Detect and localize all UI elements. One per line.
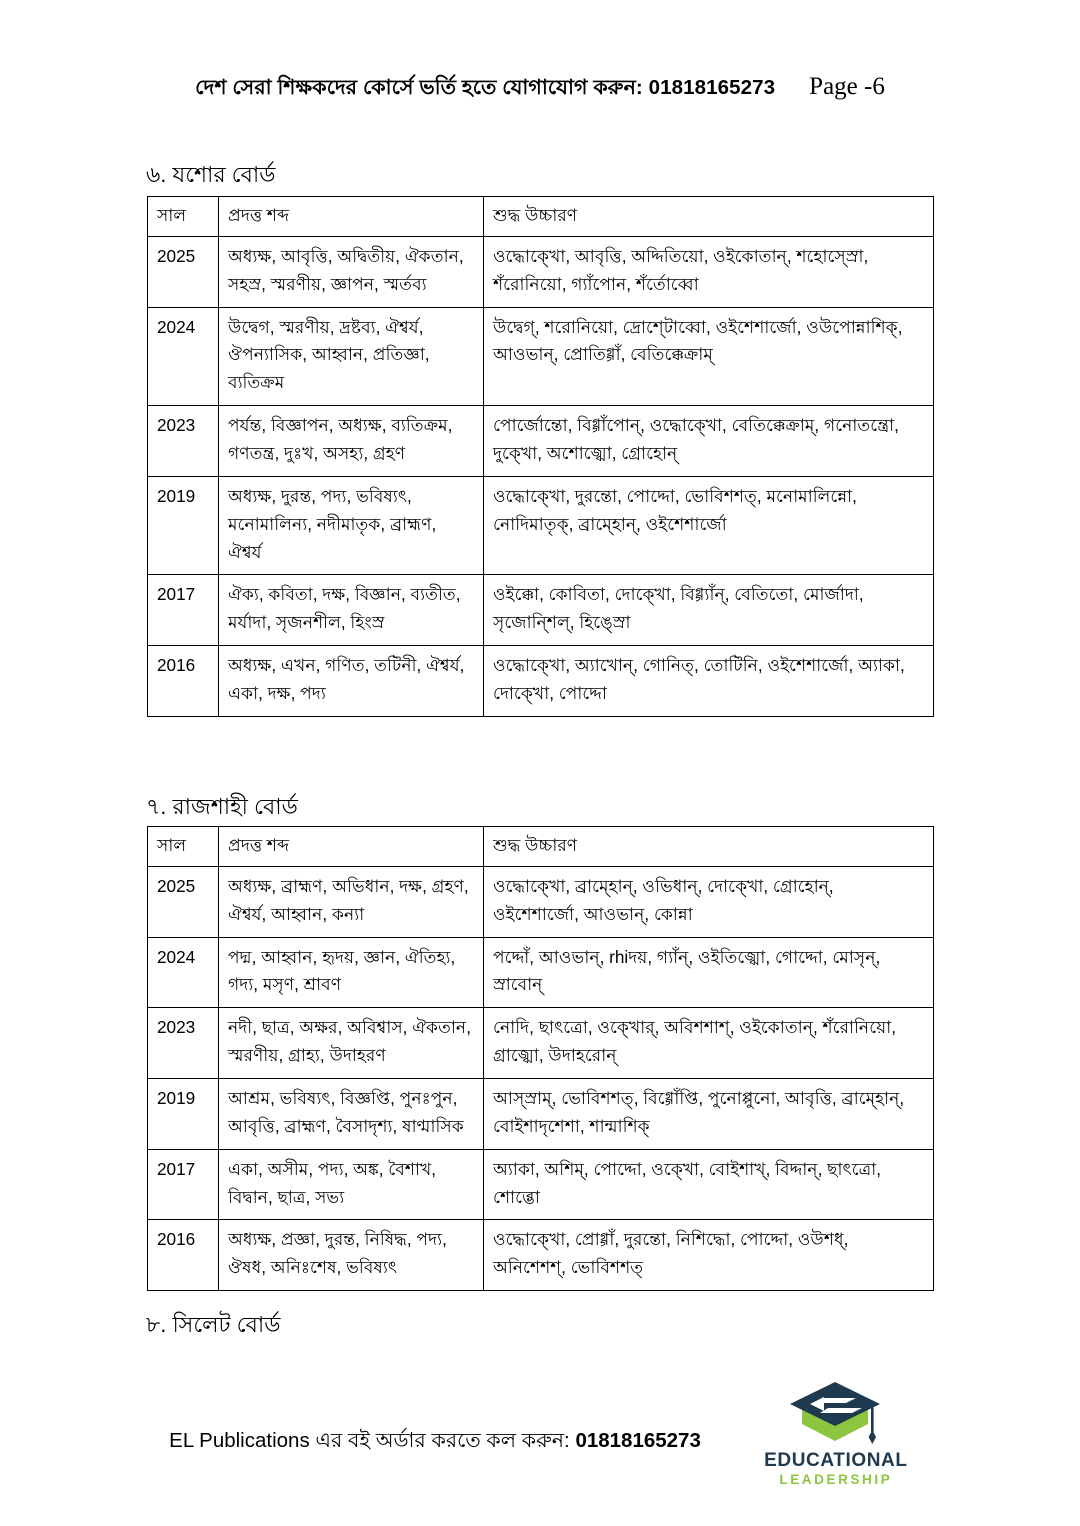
table-header-row (148, 197, 934, 237)
cell-word: অধ্যক্ষ, ব্রাহ্মণ, অভিধান, দক্ষ, গ্রহণ, ঐশ্বর্য, আহ্বান, কন্যা (219, 866, 484, 937)
table-row (148, 1220, 934, 1291)
cell-pronunciation: ওদ্ধোক্খো, ব্রাম্হোন্, ওভিধান্, দোক্খো, গ্রোহোন্, ওইশেশার্জো, আওভান্, কোন্না (484, 866, 934, 937)
cell-pronunciation: নোদি, ছাৎত্রো, ওক্খোর্, অবিশশাশ্, ওইকোতান্, শঁরোনিয়ো, গ্রাজ্ঝো, উদাহরোন্ (484, 1008, 934, 1079)
el-publications-logo (761, 1380, 911, 1488)
cell-word: উদ্বেগ, স্মরণীয়, দ্রষ্টব্য, ঐশ্বর্য, ঔপন্যাসিক, আহ্বান, প্রতিজ্ঞা, ব্যতিক্রম (219, 307, 484, 406)
table-rajshahi-board (147, 826, 934, 1291)
cell-pronunciation: পোর্জোন্তো, বিগ্গাঁপোন্, ওদ্ধোক্খো, বেতিক্কেক্রাম্, গনোতন্ত্রো, দুক্খো, অশোজ্ঝো, গ্রোহোন্ (484, 406, 934, 477)
page-footer (0, 1396, 1080, 1488)
cell-word: নদী, ছাত্র, অক্ষর, অবিশ্বাস, ঐকতান, স্মরণীয়, গ্রাহ্য, উদাহরণ (219, 1008, 484, 1079)
cell-word: অধ্যক্ষ, দুরন্ত, পদ্য, ভবিষ্যৎ, মনোমালিন্য, নদীমাতৃক, ব্রাহ্মণ, ঐশ্বর্য (219, 476, 484, 575)
column-header-pronunciation: শুদ্ধ উচ্চারণ (484, 827, 934, 867)
table-row (148, 575, 934, 646)
cell-year: 2024 (148, 937, 219, 1008)
page-number-label: Page -6 (809, 73, 885, 100)
cell-pronunciation: উদ্বেগ্, শরোনিয়ো, দ্রোশ্টোব্বো, ওইশেশার্জো, ওউপোন্নাশিক্, আওভান্, প্রোতিগ্গাঁ, বেতিক্কেক্রাম্ (484, 307, 934, 406)
header-contact-text: দেশ সেরা শিক্ষকদের কোর্সে ভর্তি হতে যোগাযোগ করুন: 01818165273 (195, 76, 776, 99)
page-header (0, 72, 1080, 106)
cell-word: অধ্যক্ষ, এখন, গণিত, তটিনী, ঐশ্বর্য, একা, দক্ষ, পদ্য (219, 646, 484, 717)
cell-year: 2017 (148, 575, 219, 646)
cell-pronunciation: ওদ্ধোক্খো, অ্যাখোন্, গোনিত্, তোটিনি, ওইশেশার্জো, অ্যাকা, দোক্খো, পোদ্দো (484, 646, 934, 717)
table-row (148, 1008, 934, 1079)
table-row (148, 646, 934, 717)
cell-pronunciation: পদ্দোঁ, আওভান্, rhiদয়, গ্যাঁন্, ওইতিজ্ঝো, গোদ্দো, মোসৃন্, স্রাবোন্ (484, 937, 934, 1008)
cell-year: 2024 (148, 307, 219, 406)
cell-word: আশ্রম, ভবিষ্যৎ, বিজ্ঞপ্তি, পুনঃপুন, আবৃত্তি, ব্রাহ্মণ, বৈসাদৃশ্য, ষাণ্মাসিক (219, 1079, 484, 1150)
footer-order-line (169, 1425, 701, 1459)
table-row (148, 406, 934, 477)
cell-pronunciation: ওইক্কো, কোবিতা, দোক্খো, বিগ্গ্যাঁন্, বেতিতো, মোর্জাদা, সৃজোন্শিল্, হিঙ্স্রো (484, 575, 934, 646)
cell-word: অধ্যক্ষ, প্রজ্ঞা, দুরন্ত, নিষিদ্ধ, পদ্য, ঔষধ, অনিঃশেষ, ভবিষ্যৎ (219, 1220, 484, 1291)
cell-pronunciation: আস্স্রাম্, ভোবিশশত্, বিগ্গোঁপ্তি, পুনোপ্পুনো, আবৃত্তি, ব্রাম্হোন্, বোইশাদৃশেশা, শান্মাশিক্ (484, 1079, 934, 1150)
cell-year: 2025 (148, 866, 219, 937)
footer-order-label: EL Publications এর বই অর্ডার করতে কল করুন: (169, 1429, 570, 1453)
cell-word: পদ্ম, আহ্বান, হৃদয়, জ্ঞান, ঐতিহ্য, গদ্য, মসৃণ, শ্রাবণ (219, 937, 484, 1008)
section-heading-sylhet: ৮. সিলেট বোর্ড (146, 1312, 281, 1337)
table-row (148, 307, 934, 406)
cell-year: 2017 (148, 1149, 219, 1220)
cell-pronunciation: ওদ্ধোক্খো, প্রোগ্গাঁ, দুরন্তো, নিশিদ্ধো, পোদ্দো, ওউশধ্, অনিশেশশ্, ভোবিশশত্ (484, 1220, 934, 1291)
cell-year: 2023 (148, 406, 219, 477)
cell-year: 2016 (148, 1220, 219, 1291)
table-header-row (148, 827, 934, 867)
cell-pronunciation: অ্যাকা, অশিম্, পোদ্দো, ওক্খো, বোইশাখ্, বিদ্দান্, ছাৎত্রো, শোব্ভো (484, 1149, 934, 1220)
section-heading-rajshahi: ৭. রাজশাহী বোর্ড (146, 794, 298, 819)
cell-year: 2016 (148, 646, 219, 717)
cell-year: 2019 (148, 476, 219, 575)
cell-word: ঐক্য, কবিতা, দক্ষ, বিজ্ঞান, ব্যতীত, মর্যাদা, সৃজনশীল, হিংস্র (219, 575, 484, 646)
footer-phone-number: 01818165273 (575, 1429, 701, 1453)
cell-word: পর্যন্ত, বিজ্ঞাপন, অধ্যক্ষ, ব্যতিক্রম, গণতন্ত্র, দুঃখ, অসহ্য, গ্রহণ (219, 406, 484, 477)
column-header-word: প্রদত্ত শব্দ (219, 197, 484, 237)
cell-pronunciation: ওদ্ধোক্খো, দুরন্তো, পোদ্দো, ভোবিশশত্, মনোমালিন্নো, নোদিমাতৃক্, ব্রাম্হোন্, ওইশেশার্জো (484, 476, 934, 575)
table-row (148, 1079, 934, 1150)
column-header-year: সাল (148, 827, 219, 867)
cell-year: 2023 (148, 1008, 219, 1079)
table-row (148, 937, 934, 1008)
cell-word: অধ্যক্ষ, আবৃত্তি, অদ্বিতীয়, ঐকতান, সহস্র, স্মরণীয়, জ্ঞাপন, স্মর্তব্য (219, 236, 484, 307)
section-heading-jessore: ৬. যশোর বোর্ড (146, 162, 276, 187)
table-jessore-board (147, 196, 934, 717)
cell-pronunciation: ওদ্ধোক্খো, আবৃত্তি, অদ্দিতিয়ো, ওইকোতান্, শহোস্স্রো, শঁরোনিয়ো, গ্যাঁপোন, শঁর্তোব্বো (484, 236, 934, 307)
column-header-word: প্রদত্ত শব্দ (219, 827, 484, 867)
cell-year: 2019 (148, 1079, 219, 1150)
column-header-year: সাল (148, 197, 219, 237)
cell-year: 2025 (148, 236, 219, 307)
cell-word: একা, অসীম, পদ্য, অঙ্ক, বৈশাখ, বিদ্বান, ছাত্র, সভ্য (219, 1149, 484, 1220)
column-header-pronunciation: শুদ্ধ উচ্চারণ (484, 197, 934, 237)
graduation-cap-logo-icon (784, 1380, 888, 1448)
logo-name-educational: EDUCATIONAL (764, 1450, 908, 1471)
table-row (148, 236, 934, 307)
table-row (148, 866, 934, 937)
table-row (148, 476, 934, 575)
logo-name-leadership: LEADERSHIP (779, 1472, 893, 1488)
table-row (148, 1149, 934, 1220)
